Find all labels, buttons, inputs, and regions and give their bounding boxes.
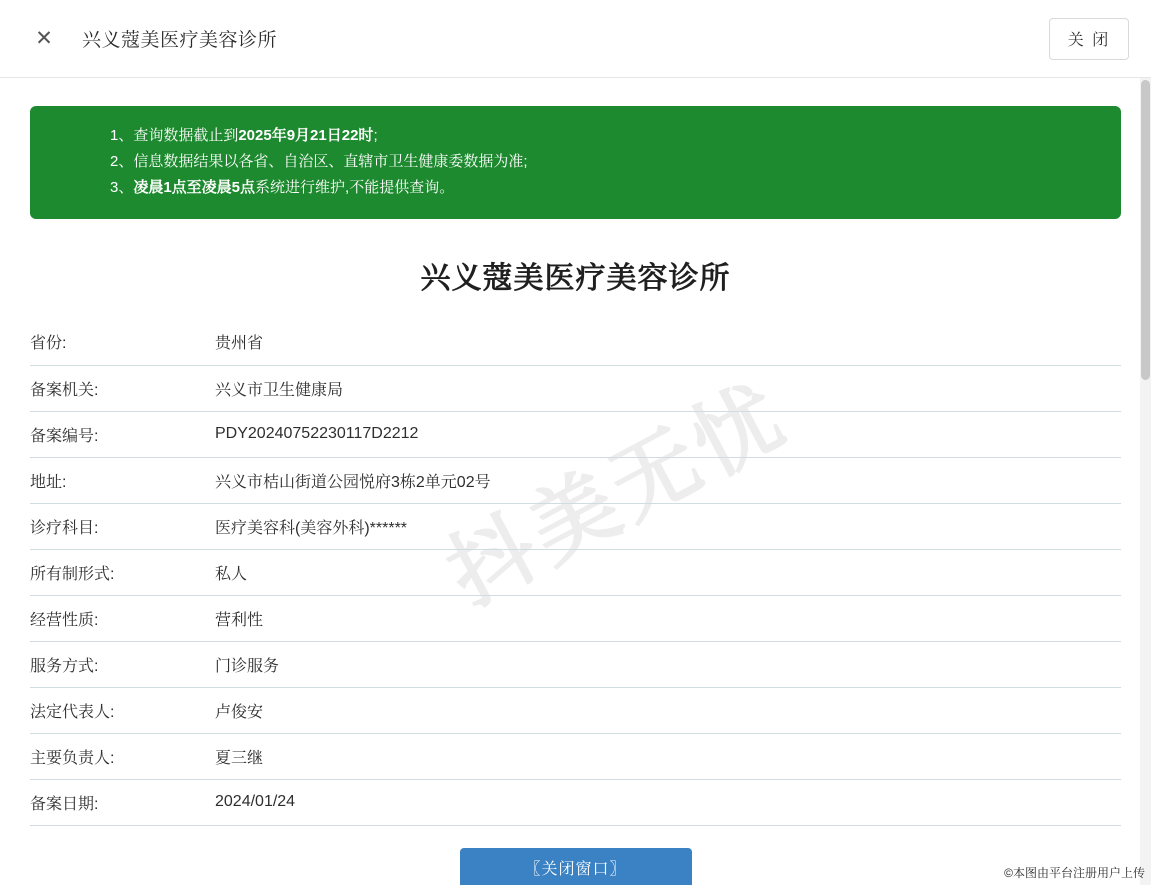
row-label: 诊疗科目:: [30, 503, 215, 549]
row-value: 卢俊安: [215, 687, 1121, 733]
table-row: [30, 733, 1121, 779]
scrollbar-track[interactable]: [1140, 78, 1151, 885]
table-row: [30, 779, 1121, 825]
notice-line-2: 2、信息数据结果以各省、自治区、直辖市卫生健康委数据为准;: [110, 153, 528, 170]
close-window-button[interactable]: 〖关闭窗口〗: [460, 848, 692, 885]
upload-credit: ©本图由平台注册用户上传: [1004, 866, 1145, 880]
row-value: 医疗美容科(美容外科)******: [215, 503, 1121, 549]
table-row: [30, 411, 1121, 457]
row-label: 法定代表人:: [30, 687, 215, 733]
organization-title: 兴义蔻美医疗美容诊所: [420, 262, 731, 295]
row-value: 私人: [215, 549, 1121, 595]
footer-bar: [30, 848, 1121, 885]
row-label: 地址:: [30, 457, 215, 503]
row-value: 兴义市桔山街道公园悦府3栋2单元02号: [215, 457, 1121, 503]
page-title: 兴义蔻美医疗美容诊所: [82, 30, 278, 51]
table-row: [30, 641, 1121, 687]
row-value: 门诊服务: [215, 641, 1121, 687]
row-label: 省份:: [30, 319, 215, 365]
table-row: [30, 503, 1121, 549]
table-row: [30, 549, 1121, 595]
info-table: [30, 319, 1121, 826]
table-row: [30, 687, 1121, 733]
row-value: 兴义市卫生健康局: [215, 365, 1121, 411]
row-value: PDY20240752230117D2212: [215, 411, 1121, 457]
row-value: 贵州省: [215, 319, 1121, 365]
close-icon[interactable]: ✕: [35, 26, 53, 50]
table-row: [30, 319, 1121, 365]
table-row: [30, 457, 1121, 503]
row-value: 营利性: [215, 595, 1121, 641]
scroll-area: [0, 78, 1151, 885]
watermark: 抖美无忧: [431, 364, 804, 626]
row-label: 备案编号:: [30, 411, 215, 457]
notice-line-3: 3、凌晨1点至凌晨5点系统进行维护,不能提供查询。: [110, 179, 455, 196]
close-button[interactable]: 关 闭: [1049, 18, 1129, 60]
notice-line-1: 1、查询数据截止到2025年9月21日22时;: [110, 127, 378, 144]
detail-content: [0, 106, 1151, 885]
row-value: 2024/01/24: [215, 779, 1121, 825]
notice-banner: [30, 106, 1121, 219]
row-value: 夏三继: [215, 733, 1121, 779]
row-label: 备案日期:: [30, 779, 215, 825]
row-label: 主要负责人:: [30, 733, 215, 779]
row-label: 所有制形式:: [30, 549, 215, 595]
table-row: [30, 365, 1121, 411]
row-label: 备案机关:: [30, 365, 215, 411]
row-label: 服务方式:: [30, 641, 215, 687]
table-row: [30, 595, 1121, 641]
title-bar: [0, 0, 1151, 78]
row-label: 经营性质:: [30, 595, 215, 641]
scrollbar-thumb[interactable]: [1141, 80, 1150, 380]
